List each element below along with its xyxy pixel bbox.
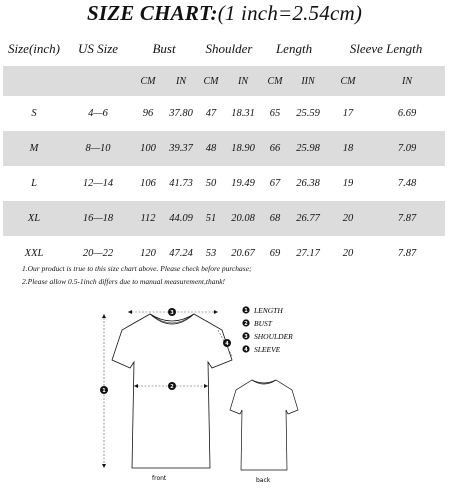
col-size: Size(inch) bbox=[8, 41, 60, 56]
svg-text:4: 4 bbox=[244, 347, 248, 353]
svg-text:4: 4 bbox=[225, 341, 229, 347]
unit-bust-cm: CM bbox=[131, 66, 165, 96]
svg-text:3: 3 bbox=[244, 334, 248, 340]
legend-item-shoulder bbox=[242, 332, 293, 341]
svg-text:SLEEVE: SLEEVE bbox=[254, 345, 281, 354]
unit-length-cm: CM bbox=[261, 66, 289, 96]
unit-shoulder-in: IN bbox=[225, 66, 261, 96]
svg-text:LENGTH: LENGTH bbox=[254, 306, 283, 315]
note-2: 2.Please allow 0.5-1inch differs due to manual measurement,thank! bbox=[22, 277, 226, 286]
legend-item-length bbox=[242, 306, 283, 315]
front-tshirt-illustration bbox=[112, 314, 232, 468]
col-sleeve-length: Sleeve Length bbox=[349, 41, 423, 56]
svg-text:1: 1 bbox=[244, 308, 248, 314]
svg-text:SHOULDER: SHOULDER bbox=[254, 332, 293, 341]
header-row bbox=[3, 32, 445, 66]
svg-text:3: 3 bbox=[170, 310, 174, 316]
col-us-size: US Size bbox=[77, 41, 119, 56]
title-equation: (1 inch=2.54cm) bbox=[217, 1, 363, 25]
table-row: XL 16—18 112 44.09 51 20.08 68 26.77 20 7.87 bbox=[3, 201, 445, 236]
svg-text:2: 2 bbox=[170, 384, 174, 390]
col-bust: Bust bbox=[152, 41, 176, 56]
svg-text:1: 1 bbox=[102, 388, 106, 394]
marker-length bbox=[100, 386, 108, 394]
marker-shoulder bbox=[168, 308, 176, 316]
svg-text:2: 2 bbox=[244, 321, 248, 327]
unit-shoulder-cm: CM bbox=[197, 66, 225, 96]
note-1: 1.Our product is true to this size chart above. Please check before purchase; bbox=[22, 264, 252, 273]
table-row: S 4—6 96 37.80 47 18.31 65 25.59 17 6.69 bbox=[31, 108, 417, 119]
back-tshirt-illustration bbox=[230, 380, 298, 470]
col-length: Length bbox=[275, 41, 313, 56]
svg-text:BUST: BUST bbox=[254, 319, 272, 328]
legend bbox=[242, 306, 293, 354]
marker-sleeve bbox=[223, 339, 231, 347]
unit-length-in: IIN bbox=[289, 66, 327, 96]
table-row: L 12—14 106 41.73 50 19.49 67 26.38 19 7.48 bbox=[31, 178, 417, 189]
table-row: M 8—10 100 39.37 48 18.90 66 25.98 18 7.09 bbox=[3, 131, 445, 166]
unit-sleeve-in: IN bbox=[369, 66, 445, 96]
unit-sleeve-cm: CM bbox=[327, 66, 369, 96]
size-chart-title bbox=[0, 0, 449, 28]
legend-item-bust bbox=[242, 319, 272, 328]
size-notes bbox=[22, 262, 442, 288]
table-row: XXL 20—22 120 47.24 53 20.67 69 27.17 20 7.87 bbox=[24, 248, 417, 259]
legend-item-sleeve bbox=[242, 345, 280, 354]
back-label: back bbox=[256, 477, 271, 484]
tshirt-measurement-diagram bbox=[0, 300, 449, 488]
unit-bust-in: IN bbox=[165, 66, 197, 96]
units-row bbox=[3, 66, 445, 96]
marker-bust bbox=[168, 382, 176, 390]
front-label: front bbox=[152, 475, 167, 482]
title-main: SIZE CHART: bbox=[86, 1, 218, 25]
col-shoulder: Shoulder bbox=[205, 41, 253, 56]
size-chart-table bbox=[3, 32, 445, 271]
